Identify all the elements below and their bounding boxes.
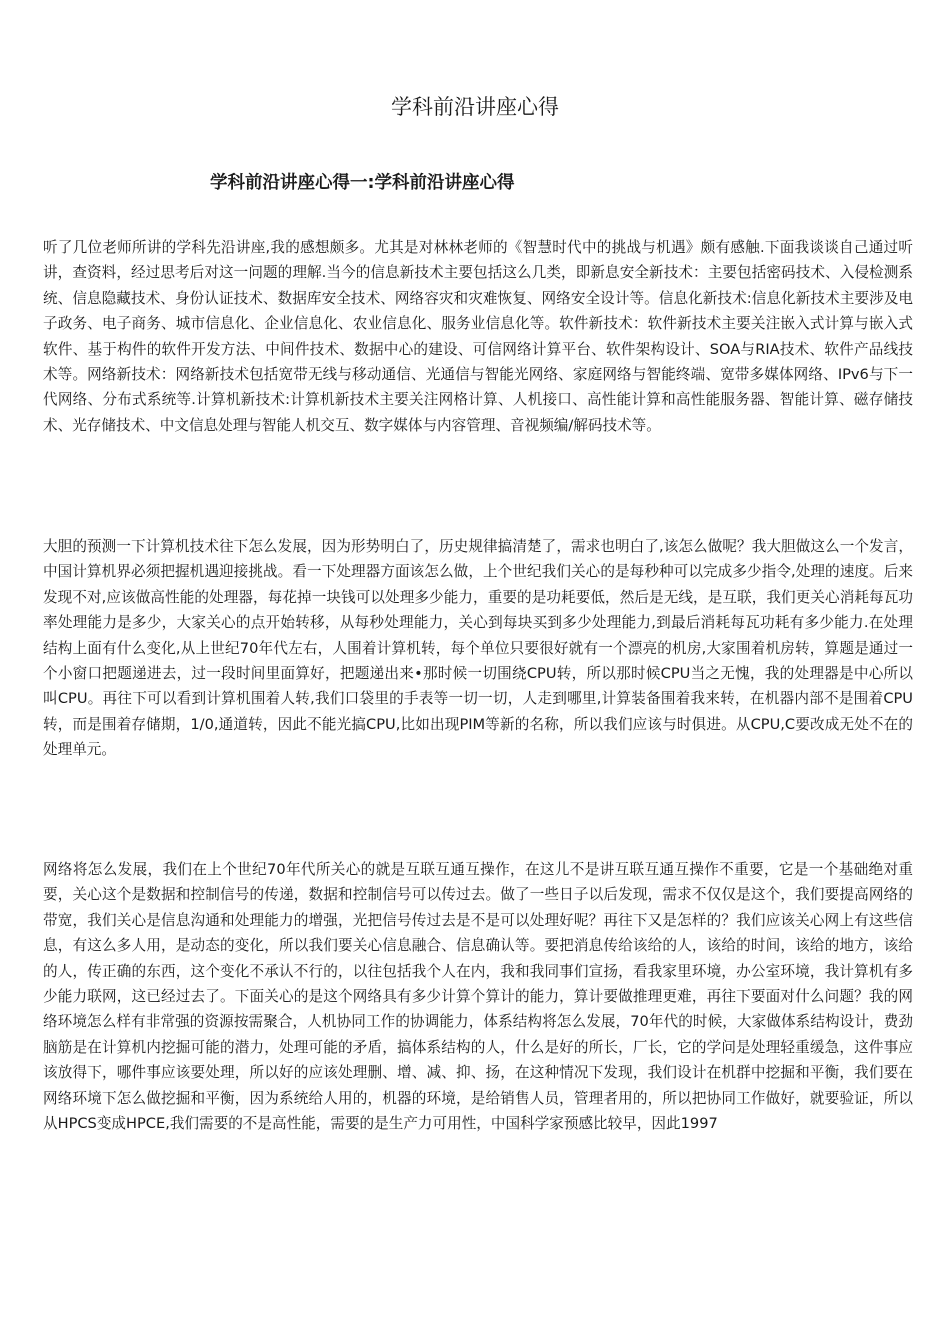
paragraph-3: 网络将怎么发展，我们在上个世纪70年代所关心的就是互联互通互操作，在这儿不是讲互联互通互操作不重要，它是一个基础绝对重要，关心这个是数据和控制信号的传递，数据和控制信号可以传过去。做了一些日子以后发现，需求不仅仅是这个，我们要提高网络的带宽，我们关心是信息沟通和处理能力的增强，光把信号传过去是不是可以处理好呢？再往下又是怎样的？我们应该关心网上有这些信息，有这么多人用，是动态的变化，所以我们要关心信息融合、信息确认等。要把消息传给该给的人，该给的时间，该给的地方，该给的人，传正确的东西，这个变化不承认不行的，以往包括我个人在内，我和我同事们宣扬，看我家里环境，办公室环境，我计算机有多少能力联网，这已经过去了。下面关心的是这个网络具有多少计算个算计的能力，算计要做推理更难，再往下要面对什么问题？我的网络环境怎么样有非常强的资源按需聚合，人机协同工作的协调能力，体系结构将怎么发展，70年代的时候，大家做体系结构设计，费劲脑筋是在计算机内挖掘可能的潜力，处理可能的矛盾，搞体系结构的人，什么是好的所长，厂长，它的学问是处理轻重缓急，这件事应该放得下，哪件事应该要处理，所以好的应该处理删、增、减、抑、扬，在这种情况下发现，我们设计在机群中挖掘和平衡，我们要在网络环境下怎么做挖掘和平衡，因为系统给人用的，机器的环境，是给销售人员，管理者用的，所以把协同工作做好，就要验证，所以从HPCS变成HPCE,我们需要的不是高性能，需要的是生产力可用性，中国科学家预感比较早，因此1997 [43, 861, 913, 1133]
section-title: 学科前沿讲座心得一:学科前沿讲座心得 [210, 173, 515, 193]
paragraph-2: 大胆的预测一下计算机技术往下怎么发展，因为形势明白了，历史规律搞清楚了，需求也明白了,该怎么做呢？我大胆做这么一个发言，中国计算机界必须把握机遇迎接挑战。看一下处理器方面该怎么做，上个世纪我们关心的是每秒种可以完成多少指令,处理的速度。后来发现不对,应该做高性能的处理器，每花掉一块钱可以处理多少能力，重要的是功耗要低，然后是无线，是互联，我们更关心消耗每瓦功率处理能力是多少，大家关心的点开始转移，从每秒处理能力，关心到每块买到多少处理能力,到最后消耗每瓦功耗有多少能力.在处理结构上面有什么变化,从上世纪70年代左右，人围着计算机转，每个单位只要很好就有一个漂亮的机房,大家围着机房转，算题是通过一个小窗口把题递进去，过一段时间里面算好，把题递出来•那时候一切围绕CPU转，所以那时候CPU当之无愧，我的处理器是中心所以叫CPU。再往下可以看到计算机围着人转,我们口袋里的手表等一切一切，人走到哪里,计算装备围着我来转，在机器内部不是围着CPU转，而是围着存储期，1/0,通道转，因此不能光搞CPU,比如出现PIM等新的名称，所以我们应该与时俱进。从CPU,C要改成无处不在的处理单元。 [43, 538, 913, 759]
document-title: 学科前沿讲座心得 [391, 95, 559, 119]
paragraph-1: 听了几位老师所讲的学科先沿讲座,我的感想颇多。尤其是对林林老师的《智慧时代中的挑战与机遇》颇有感触.下面我谈谈自己通过听讲，查资料，经过思考后对这一问题的理解.当今的信息新技术主要包括这么几类，即新息安全新技术：主要包括密码技术、入侵检测系统、信息隐藏技术、身份认证技术、数据库安全技术、网络容灾和灾难恢复、网络安全设计等。信息化新技术:信息化新技术主要涉及电子政务、电子商务、城市信息化、企业信息化、农业信息化、服务业信息化等。软件新技术：软件新技术主要关注嵌入式计算与嵌入式软件、基于构件的软件开发方法、中间件技术、数据中心的建设、可信网络计算平台、软件架构设计、SOA与RIA技术、软件产品线技术等。网络新技术：网络新技术包括宽带无线与移动通信、光通信与智能光网络、家庭网络与智能终端、宽带多媒体网络、IPv6与下一代网络、分布式系统等.计算机新技术:计算机新技术主要关注网格计算、人机接口、高性能计算和高性能服务器、智能计算、磁存储技术、光存储技术、中文信息处理与智能人机交互、数字媒体与内容管理、音视频编/解码技术等。 [43, 239, 913, 434]
